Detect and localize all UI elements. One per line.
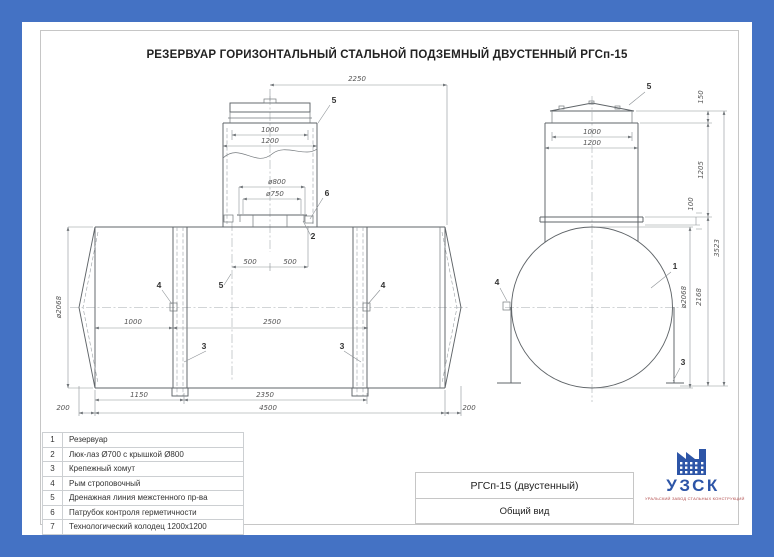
dimension-label: 2350 — [256, 391, 274, 399]
dimension-label: ø2068 — [680, 285, 688, 309]
dimension-label: 500 — [283, 258, 297, 266]
dimension-label: 1150 — [130, 391, 148, 399]
callout-label: 2 — [310, 231, 316, 241]
dimension-label: ø2068 — [55, 295, 63, 319]
drawing-title: РЕЗЕРВУАР ГОРИЗОНТАЛЬНЫЙ СТАЛЬНОЙ ПОДЗЕМНЫЙ ДВУСТЕННЫЙ РГСп-15 — [146, 49, 628, 61]
callout-label: 5 — [331, 95, 337, 105]
part-number: 4 — [43, 476, 63, 491]
part-number: 5 — [43, 491, 63, 506]
part-name: Рым строповочный — [63, 476, 244, 491]
part-number: 2 — [43, 447, 63, 462]
parts-table-row — [43, 491, 244, 506]
part-name: Патрубок контроля герметичности — [63, 505, 244, 520]
dimension-label: 200 — [56, 404, 70, 412]
parts-table-row — [43, 520, 244, 535]
parts-table-row — [43, 462, 244, 477]
logo-abbr: УЗСК — [666, 476, 720, 495]
callout-labels — [157, 81, 686, 367]
company-logo — [645, 447, 745, 501]
parts-table — [42, 432, 244, 535]
parts-table-row — [43, 476, 244, 491]
part-name: Крепежный хомут — [63, 462, 244, 477]
callout-label: 5 — [646, 81, 652, 91]
dimension-label: 100 — [687, 197, 695, 211]
dimension-label: 2168 — [695, 288, 703, 306]
part-number: 7 — [43, 520, 63, 535]
part-number: 6 — [43, 505, 63, 520]
dimension-label: ø800 — [268, 178, 286, 186]
dimension-label: 4500 — [259, 404, 277, 412]
dimension-label: 150 — [697, 90, 705, 104]
dimension-label: 1200 — [583, 139, 601, 147]
dimension-label: 1000 — [124, 318, 142, 326]
side-view — [68, 85, 470, 416]
dimension-label: 2500 — [263, 318, 281, 326]
parts-table-row — [43, 447, 244, 462]
part-number: 1 — [43, 433, 63, 448]
callout-label: 4 — [494, 277, 500, 287]
part-name: Технологический колодец 1200х1200 — [63, 520, 244, 535]
callout-label: 4 — [156, 280, 162, 290]
part-name: Дренажная линия межстенного пр-ва — [63, 491, 244, 506]
dimension-label: 1200 — [261, 137, 279, 145]
logo-subtitle: УРАЛЬСКИЙ ЗАВОД СТАЛЬНЫХ КОНСТРУКЦИЙ — [645, 495, 745, 501]
callout-label: 3 — [680, 357, 686, 367]
model-name: РГСп-15 (двустенный) — [416, 473, 633, 499]
dimension-labels — [55, 75, 721, 412]
parts-table-row — [43, 433, 244, 448]
dimension-label: 500 — [243, 258, 257, 266]
dimension-label: 1000 — [261, 126, 279, 134]
parts-table-row — [43, 505, 244, 520]
dimension-label: 1000 — [583, 128, 601, 136]
dimension-label: 200 — [462, 404, 476, 412]
factory-icon — [674, 447, 712, 477]
callout-label: 3 — [201, 341, 207, 351]
dimension-label: ø750 — [266, 190, 284, 198]
callout-label: 3 — [339, 341, 345, 351]
parts-table-body — [43, 433, 244, 535]
title-block — [415, 472, 634, 524]
part-name: Резервуар — [63, 433, 244, 448]
dimension-label: 2250 — [348, 75, 366, 83]
end-view — [494, 92, 728, 402]
part-name: Люк-лаз Ø700 с крышкой Ø800 — [63, 447, 244, 462]
dimension-label: 3523 — [713, 239, 721, 257]
view-name: Общий вид — [499, 505, 550, 517]
callout-label: 1 — [672, 261, 678, 271]
callout-label: 4 — [380, 280, 386, 290]
callout-label: 5 — [218, 280, 224, 290]
part-number: 3 — [43, 462, 63, 477]
callout-label: 6 — [324, 188, 330, 198]
dimension-label: 1205 — [697, 161, 705, 179]
